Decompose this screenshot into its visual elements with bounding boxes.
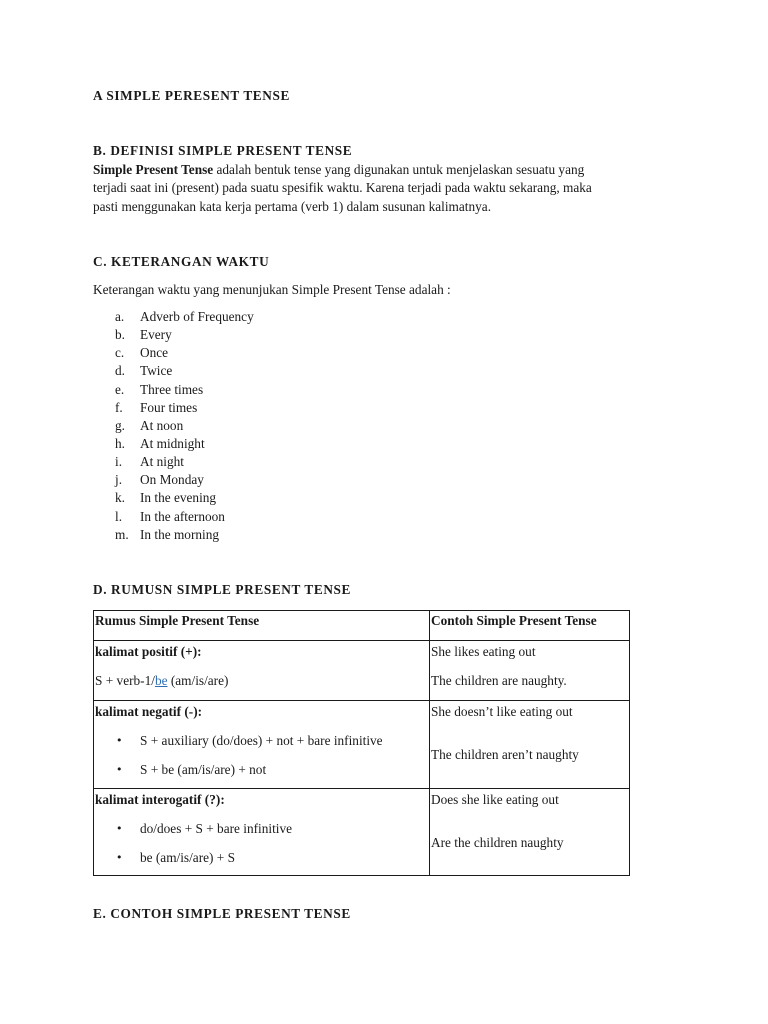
interogatif-example-2: Are the children naughty xyxy=(431,835,564,850)
formula-table xyxy=(93,610,630,876)
definition-line-1: adalah bentuk tense yang digunakan untuk menjelaskan sesuatu yang xyxy=(213,162,585,177)
positif-example-1: She likes eating out xyxy=(431,644,536,659)
header-right-text: Contoh Simple Present Tense xyxy=(431,613,597,628)
negatif-bullet-2: • S + be (am/is/are) + not xyxy=(95,761,428,778)
table-row-interogatif xyxy=(94,789,630,876)
header-left-text: Rumus Simple Present Tense xyxy=(95,613,260,628)
table-header-row xyxy=(94,611,630,641)
list-marker: f. xyxy=(115,399,123,415)
negatif-label: kalimat negatif (-): xyxy=(95,704,203,719)
heading-e: E. CONTOH SIMPLE PRESENT TENSE xyxy=(93,906,351,921)
list-item-text: Three times xyxy=(140,381,204,397)
definition-line-3: pasti menggunakan kata kerja pertama (verb 1) dalam susunan kalimatnya. xyxy=(93,198,492,214)
list-marker: b. xyxy=(115,327,125,343)
interogatif-formula-cell xyxy=(94,789,430,876)
list-item-text: On Monday xyxy=(140,472,204,488)
list-marker: d. xyxy=(115,363,125,379)
list-item-text: In the morning xyxy=(140,526,220,542)
list-item-text: Twice xyxy=(140,363,173,379)
list-item-text: In the afternoon xyxy=(140,508,225,524)
list-marker: a. xyxy=(115,309,125,324)
list-marker: c. xyxy=(115,345,125,361)
table-row-positif xyxy=(94,641,630,701)
interogatif-bullet-2: • be (am/is/are) + S xyxy=(95,849,428,866)
positif-example-cell xyxy=(430,641,630,701)
list-marker: j. xyxy=(115,472,123,488)
heading-a: A SIMPLE PERESENT TENSE xyxy=(93,88,290,103)
negatif-formula-cell xyxy=(94,701,430,789)
list-marker: e. xyxy=(115,381,125,397)
interogatif-example-cell xyxy=(430,789,630,876)
table-header-left xyxy=(94,611,430,641)
list-item-text: Once xyxy=(140,345,169,361)
list-marker: h. xyxy=(115,435,125,451)
interogatif-bullet-1: • do/does + S + bare infinitive xyxy=(95,820,428,837)
heading-c: C. KETERANGAN WAKTU xyxy=(93,254,270,269)
list-item-text: Every xyxy=(140,327,172,343)
negatif-bullet-1: • S + auxiliary (do/does) + not + bare infinitive xyxy=(95,732,428,749)
list-item-text: Adverb of Frequency xyxy=(140,309,254,324)
interogatif-example-1: Does she like eating out xyxy=(431,792,559,807)
positif-label: kalimat positif (+): xyxy=(95,644,202,659)
negatif-example-cell xyxy=(430,701,630,789)
list-marker: i. xyxy=(115,454,123,470)
heading-b: B. DEFINISI SIMPLE PRESENT TENSE xyxy=(93,143,353,158)
be-link[interactable]: be xyxy=(154,673,168,688)
positif-example-2: The children are naughty. xyxy=(431,673,567,688)
list-item-text: In the evening xyxy=(140,490,217,506)
list-marker: g. xyxy=(115,417,125,433)
table-row-negatif xyxy=(94,701,630,789)
interogatif-label: kalimat interogatif (?): xyxy=(95,792,225,807)
list-marker: l. xyxy=(115,508,123,524)
keterangan-intro: Keterangan waktu yang menunjukan Simple Present Tense adalah : xyxy=(93,282,451,297)
definition-paragraph xyxy=(93,161,693,216)
list-marker: m. xyxy=(115,526,129,542)
list-item-text: At midnight xyxy=(140,435,205,451)
list-item-text: At noon xyxy=(140,417,184,433)
definition-term: Simple Present Tense xyxy=(93,162,214,177)
positif-formula: S + verb-1/be (am/is/are) xyxy=(95,673,229,688)
negatif-example-1: She doesn’t like eating out xyxy=(431,704,573,719)
definition-line-2: terjadi saat ini (present) pada suatu spesifik waktu. Karena terjadi pada waktu sekarang, maka xyxy=(93,180,592,196)
negatif-example-2: The children aren’t naughty xyxy=(431,747,579,762)
list-item-text: Four times xyxy=(140,399,198,415)
heading-d: D. RUMUSN SIMPLE PRESENT TENSE xyxy=(93,582,352,597)
table-header-right xyxy=(430,611,630,641)
list-marker: k. xyxy=(115,490,125,506)
list-item-text: At night xyxy=(140,454,184,470)
positif-formula-cell xyxy=(94,641,430,701)
